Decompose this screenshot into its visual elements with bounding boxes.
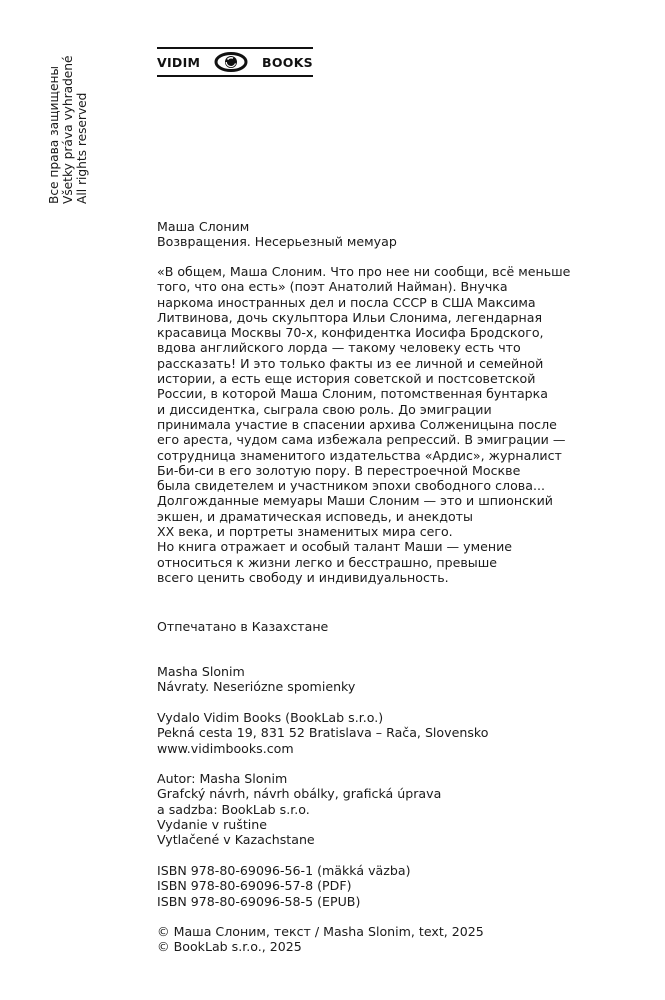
annotation-line: «В общем, Маша Слоним. Что про нее ни сообщи, всё меньше: [157, 264, 571, 279]
credit-line: a sadzba: BookLab s.r.o.: [157, 801, 310, 817]
isbn-list: [157, 863, 597, 909]
publisher-website: www.vidimbooks.com: [157, 740, 294, 756]
annotation-line: Долгожданные мемуары Маши Слоним — это и шпионский: [157, 493, 553, 509]
credit-line: Autor: Masha Slonim: [157, 771, 288, 786]
annotation-line: истории, а есть еще история советской и постсоветской: [157, 371, 536, 387]
annotation-line: Но книга отражает и особый талант Маши — умение: [157, 539, 513, 555]
rights-line-en: All rights reserved: [75, 92, 89, 204]
annotation-line: сотрудница знаменитого издательства «Ардис», журналист: [157, 447, 562, 463]
isbn-line: ISBN 978-80-69096-57-8 (PDF): [157, 878, 352, 894]
rights-notice: [47, 55, 89, 204]
credit-line: Vytlačené v Kazachstane: [157, 832, 315, 848]
book-title: Возвращения. Несерьезный мемуар: [157, 234, 397, 250]
logo-left-word: VIDIM: [157, 54, 201, 70]
logo-right-word: BOOKS: [262, 54, 313, 70]
annotation-line: всего ценить свободу и индивидуальность.: [157, 569, 449, 585]
publisher-info: [157, 710, 597, 756]
copyright-line: © Маша Слоним, текст / Masha Slonim, text, 2025: [157, 924, 484, 939]
slovak-header: [157, 664, 597, 695]
annotation-line: вдова английского лорда — такому человеку есть что: [157, 340, 521, 356]
annotation-line: экшен, и драматическая исповедь, и анекдоты: [157, 508, 473, 524]
annotation-line: наркома иностранных дел и посла СССР в США Максима: [157, 294, 536, 310]
annotation-line: была свидетелем и участником эпохи свободного слова...: [157, 478, 545, 494]
eye-icon: [214, 51, 248, 73]
credits: [157, 771, 597, 847]
annotation-line: красавица Москвы 70-х, конфидентка Иосифа Бродского,: [157, 325, 544, 341]
copyright-line: © BookLab s.r.o., 2025: [157, 939, 302, 955]
rights-line-ru: Все права защищены: [47, 65, 61, 204]
book-author: Маша Слоним: [157, 219, 250, 234]
copyright: [157, 924, 597, 955]
book-annotation: [157, 264, 597, 585]
annotation-line: Литвинова, дочь скульптора Ильи Слонима, легендарная: [157, 309, 543, 325]
credit-line: Grafcký návrh, návrh obálky, grafická úprava: [157, 786, 442, 802]
slovak-title: Návraty. Neseriózne spomienky: [157, 679, 356, 695]
annotation-line: России, в которой Маша Слоним, потомственная бунтарка: [157, 386, 548, 402]
rights-line-sk: Všetky práva vyhradené: [61, 55, 75, 204]
credit-line: Vydanie v ruštine: [157, 816, 268, 832]
annotation-line: относиться к жизни легко и бесстрашно, превыше: [157, 554, 498, 570]
slovak-author: Masha Slonim: [157, 664, 245, 679]
isbn-line: ISBN 978-80-69096-58-5 (EPUB): [157, 893, 361, 909]
annotation-line: принимала участие в спасении архива Солженицына после: [157, 416, 557, 432]
publisher-logo: [157, 47, 313, 77]
publisher-name: Vydalo Vidim Books (BookLab s.r.o.): [157, 710, 384, 725]
annotation-line: и диссидентка, сыграла свою роль. До эмиграции: [157, 401, 492, 417]
annotation-line: того, что она есть» (поэт Анатолий Найман). Внучка: [157, 279, 508, 295]
printed-in-text: Отпечатано в Казахстане: [157, 619, 329, 634]
annotation-line: его ареста, чудом сама избежала репрессий. В эмиграции —: [157, 432, 566, 448]
book-header: [157, 219, 597, 250]
printed-in: [157, 619, 597, 634]
annotation-line: рассказать! И это только факты из ее личной и семейной: [157, 355, 544, 371]
publisher-address: Pekná cesta 19, 831 52 Bratislava – Rača, Slovensko: [157, 725, 489, 741]
annotation-line: XX века, и портреты знаменитых мира сего.: [157, 524, 453, 540]
annotation-line: Би-би-си в его золотую пору. В перестроечной Москве: [157, 462, 521, 478]
isbn-line: ISBN 978-80-69096-56-1 (mäkká väzba): [157, 863, 411, 878]
